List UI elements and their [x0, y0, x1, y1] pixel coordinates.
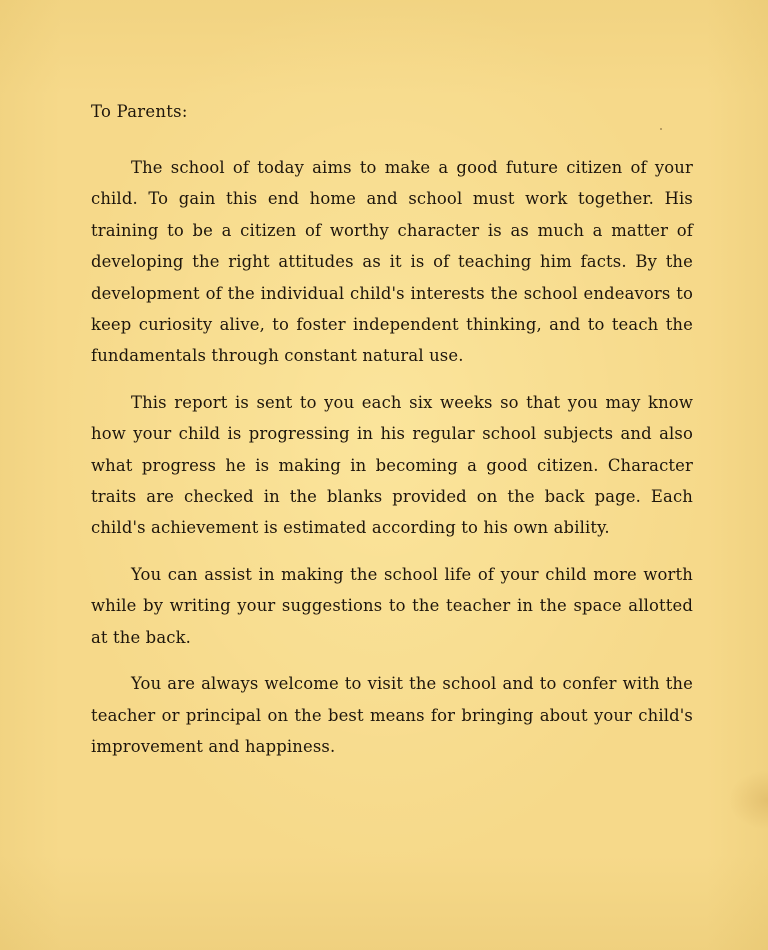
paragraph-purpose: The school of today aims to make a good future citizen of your child. To gain this end home and school must work together. His training to be a citizen of worthy character is as much a matter of developing the right attitudes as it is of teaching him facts. By the development of the individual child's interests the school endeavors to keep curiosity alive, to foster independent thinking, and to teach the fundamentals through constant natural use. — [91, 158, 693, 366]
paragraph-report: This report is sent to you each six weeks so that you may know how your child is progressing in his regular school subjects and also what progress he is making in becoming a good citizen. Character traits are checked in the blanks provided on the back page. Each child's achievement is estimated according to his own ability. — [91, 392, 693, 538]
paper-stain — [728, 770, 768, 830]
paragraph-visit: You are always welcome to visit the school and to confer with the teacher or principal on the best means for bringing about your child's improvement and happiness. — [91, 674, 693, 756]
letter-body — [91, 96, 693, 777]
salutation: To Parents: — [91, 102, 188, 121]
paragraph-assist: You can assist in making the school life of your child more worth while by writing your suggestions to the teacher in the space allotted at the back. — [91, 564, 693, 647]
